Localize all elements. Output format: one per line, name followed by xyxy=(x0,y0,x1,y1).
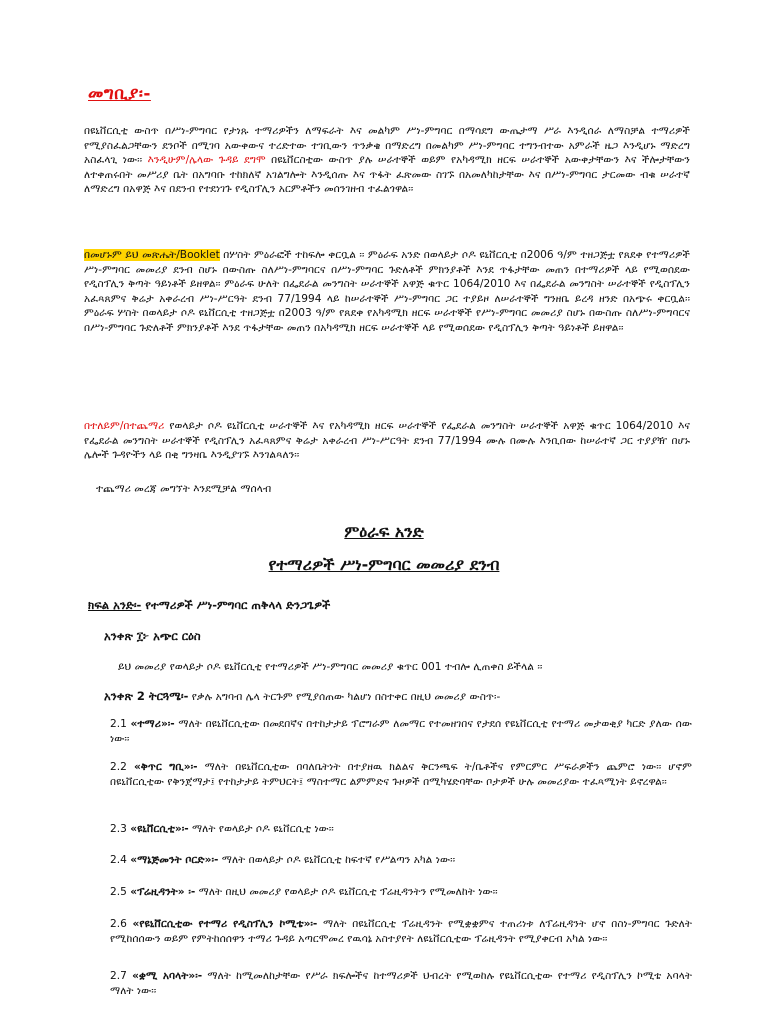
definition-term: «ማኔጅመንት ቦርድ»፡- xyxy=(130,854,219,866)
definition-item xyxy=(110,853,692,868)
definition-number: 2.4 xyxy=(110,854,127,866)
intro-p2-highlight: በመሆኑም ይህ መጽሔት/Booklet xyxy=(84,249,220,261)
definition-item xyxy=(110,917,692,946)
definition-number: 2.1 xyxy=(110,718,127,730)
article-1-text: ይህ መመሪያ የወላይታ ሶዶ ዩኒቨርሲቲ የተማሪዎች ሥነ-ምግባር መመሪያ ቁጥር 001 ተብሎ ሊጠቀስ ይችላል ፡፡ xyxy=(118,661,543,673)
intro-paragraph-4: ተጨማሪ መረጃ መግኘት እንደሚቻል ማሰላብ xyxy=(96,483,272,495)
intro-p1-red-text: እንዲሁም/ሌላው ጉዳይ ደግሞ xyxy=(147,154,266,167)
definition-number: 2.5 xyxy=(110,886,127,898)
definition-number: 2.3 xyxy=(110,823,127,835)
definition-text: ማለት በዚህ መመሪያ የወላይታ ሶዶ ዩኒቨርሲቲ ፕሬዚዳንትን የሚመለከት ነው፡፡ xyxy=(198,886,498,898)
intro-paragraph-3 xyxy=(84,419,690,463)
definition-item xyxy=(110,822,692,837)
definition-text: ማለት በዩኒቨርሲቲው በባለቤትነት በተያዘዉ ክልልና ቅርንጫፍ ት/ቤቶችና የምርምር ሥፍራዎችን ጨምሮ ነው፡፡ ሆኖም በዩኒቨርሲቲው የቅንጀማታ፤ የተከታታይ ትምህርት፤ ማስተማር ልምምድና ጉዞዎች በሚካሄድባቸው ቦታዎች ሁሉ መመሪያው ተፈጻሚነት ይኖረዋል፡፡ xyxy=(110,761,693,788)
definition-text: ማለት የወላይታ ሶዶ ዩኒቨርሲቲ ነው፡፡ xyxy=(191,823,334,835)
chapter-number: ምዕራፍ አንድ xyxy=(344,522,424,541)
intro-p1-tail: በዩኒቨርስቲው ውስጥ ያሉ ሠራተኞች ወይም የአካዳሚክ ዘርፍ ሠራተኞች አውቀታቸውን እና ችሎታቸውን ለተቀጠሩበት መሥሪያ ቤት በአግባቡ ተከክለኛ አገልግሎት እንዲሰጡ እና ጥፋት ፈጽመው ስገኙ በአመለካከታቸው እና በሥነ-ምግባር ታርመው ብቁ ሠራተኛ ለማድረግ በአዋጅ እና በደንብ የተደነገጉ የዲስፕሊን አርምቶችን መሰንገዘብ ተፈልጎዋል፡፡ xyxy=(84,154,690,196)
intro-paragraph-2 xyxy=(84,248,690,336)
intro-p1-text: በዩኒቨርሲቲ ውስጥ በሥነ-ምግባር የታነጹ ተማሪዎችን ለማፍራት እና መልካም ሥነ-ምግባር በማሳደግ ውጤታማ ሥራ እንዲሰራ ለማስቻል ተማሪዎች የሚያስፈልጋቸውን ደንቦች በሚገባ አውቀውና ተረድተው ተገቢውን ጥንቃቄ በማድረግ በመልካም ሥነ-ምግባር ተግንብተው አምራች ዜጋ እንዲሆኑ ማድረግ አስፈላጊ ነው፡፡ xyxy=(84,125,690,167)
article-2-title: አንቀጽ 2 ትርጓሜ፡- xyxy=(104,689,189,703)
definition-term: «ቅጥር ግቢ»፡- xyxy=(133,761,198,773)
section-title: የተማሪዎች ሥነ-ምግባር ጠቅላላ ድንጋጌዎች xyxy=(145,598,331,612)
section-label: ክፍል አንድ፡- xyxy=(88,598,142,612)
definition-term: «ተማሪ»፡- xyxy=(130,718,175,730)
definition-text: ማለት በዩኒቨርሲቲው በመደበኛና በተከታታይ ፕሮግራም ለመማር የተመዘገበና የታደሰ የዩኒቨርሲቲ የተማሪ መታወቂያ ካርድ ያለው ሰው ነው፡፡ xyxy=(110,718,693,745)
intro-p2-text: በሦስት ምዕራፎች ተከፍሎ ቀርቧል ፡፡ ምዕራፍ አንድ በወላይታ ሶዶ ዩኒቨርሲቲ በ2006 ዓ/ም ተዘጋጅቷ የጸደቀ የተማሪዎች ሥነ-ምግባር መመሪያ ደንብ ስሆኑ በውስጡ ስለሥነ-ምግባርና በሥነ-ምግባር ጉድለቶች ምክንያቶች እንደ ጥፋታቸው መጠን በተማሪዎች ላይ የሚወሰደው የዲስፕሊን ቅጣት ዓይነቶች ይዘዋል፡፡ ምዕራፍ ሁለት በፌደራል መንግስት ሠራተኞች አዋጅ ቁጥር 1064/2010 እና በፌደራል መንግስት ሠራተኞች የዲስፕሊን አፈጻጸምና ቅሬታ አቀራረብ ሥነ-ሥርዓት ደንብ 77/1994 ላይ ከሠራተኞች ሥነ-ምግባር ጋር ተያይዞ ለሠራተኞች ግንዘቤ ይረዳ ዘንድ በአጭሩ ቀርቧል፡፡ ምዕራፍ ሦስት በወላይታ ሶዶ ዩኒቨርሲቲ ተዘጋጅቷ በ2003 ዓ/ም የጸደቀ የአካዳሚክ ዘርፍ ሠራተኞች የሥነ-ምግባር መመሪያ ስሆኑ በውስጡ ስለሥነ-ምግባርና በሥነ-ምግባር ጉድለቶች ምክንያቶች እንደ ጥፋታቸው መጠን በአካዳሚክ ዘርፍ ሠራተኞች ላይ የሚወሰደው የዲስፕሊን ቅጣት ዓይነቶች ይዘዋል፡፡ xyxy=(84,249,690,334)
definition-number: 2.2 xyxy=(110,761,127,773)
definition-text: ማለት ከሚመለከታቸው የሥራ ክፍሎችና ከተማሪዎች ህብረት የሚወከሉ የዩኒቨርሲቲው የተማሪ የዲስፕሊን ኮሚቴ አባላት ማለት ነው፡፡ xyxy=(110,970,693,997)
definition-text: ማለት በወላይታ ሶዶ ዩኒቨርሲቲ ከፍተኛ የሥልጣን አካል ነው፡፡ xyxy=(221,854,456,866)
intro-p3-red-text: በተለይም/በተጨማሪ xyxy=(84,420,165,432)
definition-term: «የዩኒቨርሲቲው የተማሪ የዲስፕሊን ኮሚቴ»፡- xyxy=(132,918,318,930)
definition-term: «ቋሚ አባላት»፡- xyxy=(132,970,203,982)
article-2-heading xyxy=(104,689,500,704)
article-2-text: የቃሉ አግባብ ሌላ ትርጉም የሚያሰጠው ካልሆነ በስተቀር በዚህ መመሪያ ውስጥ፡- xyxy=(191,691,501,703)
definition-number: 2.7 xyxy=(110,970,127,982)
definition-text: ማለት በዩኒቨርሲቲ ፕሬዚዳንት የሚቋቋምና ተጠሪነቱ ለፕሬዚዳንት ሆኖ በስነ-ምግባር ጉድለት የሚከሰሰውን ወይም የምትከሰሰዋን ተማሪ ጉዳይ አጣርሞመረ የዉሳኔ አስተያየት ለዩኒቨርሲቲው ፕሬዚዳንት የሚያቀርብ አካል ነው፡፡ xyxy=(110,918,692,945)
definition-item xyxy=(110,969,692,998)
definition-item xyxy=(110,760,692,789)
chapter-title: የተማሪዎች ሥነ-ምግባር መመሪያ ደንብ xyxy=(268,555,500,574)
definition-item xyxy=(110,717,692,746)
definition-term: «ፕሬዚዳንት» ፡- xyxy=(130,886,196,898)
section-heading xyxy=(88,598,330,613)
definition-number: 2.6 xyxy=(110,918,127,930)
intro-paragraph-1 xyxy=(84,124,690,197)
intro-title: መግቢያ፡- xyxy=(88,84,151,104)
definition-term: «ዩኒቨርሲቲ»፡- xyxy=(130,823,189,835)
definition-item xyxy=(110,885,692,900)
intro-p3-text: የወላይታ ሶዶ ዩኒቨርሲቲ ሠራተኞች እና የአካዳሚክ ዘርፍ ሠራተኞች የፌደራል መንግስት ሠራተኞች አዋጅ ቁጥር 1064/2010 እና የፌደራል መንግስት ሠራተኞች የዲስፕሊን አፈጻጸምና ቅሬታ አቀራረብ ሥነ-ሥርዓት ደንብ 77/1994 ሙሉ በሙሉ እንቢበው ከሠራተኛ ጋር ተያያዥ በሆኑ ሌሎች ጉዳዮችን ላይ በቂ ግንዛቤ እንዲያገኙ እንገልጻለን፡፡ xyxy=(84,420,690,462)
article-1-title: አንቀጽ ፲፦ አጭር ርዕስ xyxy=(104,629,201,643)
